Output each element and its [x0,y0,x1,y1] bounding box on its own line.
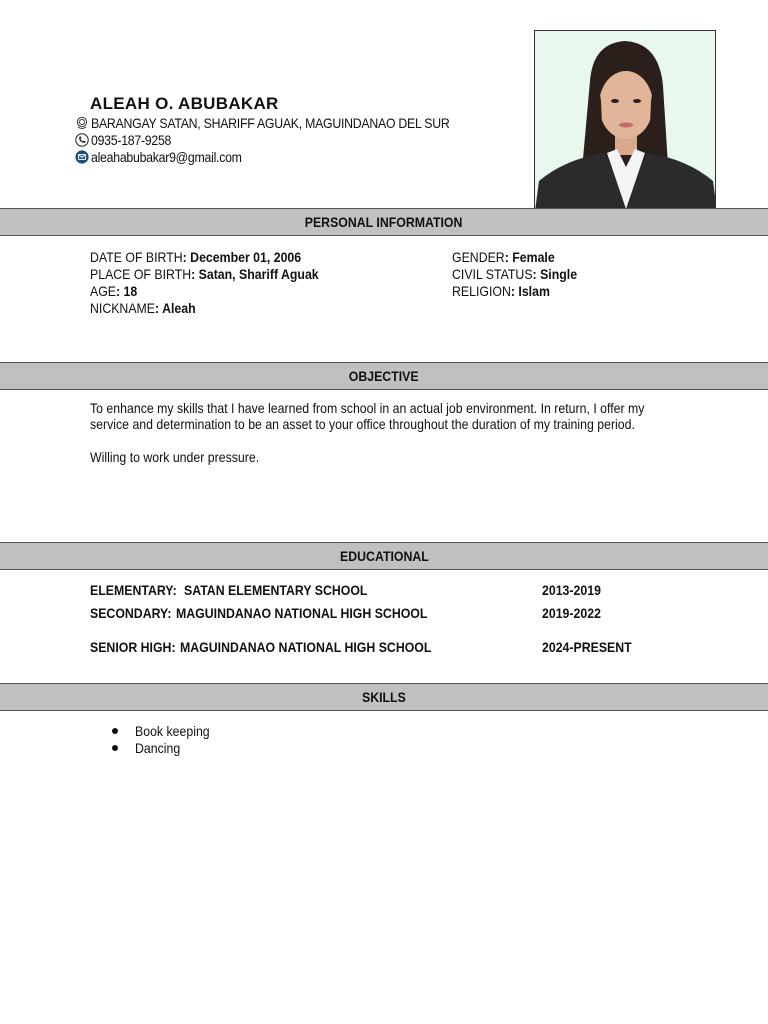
pob-label: PLACE OF BIRTH [90,266,192,282]
objective-line-2: service and determination to be an asset to your office throughout the duration of my training period. [90,416,635,432]
education-elementary-school: SATAN ELEMENTARY SCHOOL [184,582,368,598]
nickname-label: NICKNAME [90,300,156,316]
applicant-photo [534,30,716,210]
civil-status-row [452,266,594,282]
education-elementary-level: ELEMENTARY: [90,582,177,598]
phone-line [74,132,182,148]
religion-row [452,283,563,299]
email-line [74,149,262,165]
phone-text: 0935-187-9258 [91,132,172,148]
age-label: AGE [90,283,117,299]
list-item [112,740,186,756]
objective-line-1: To enhance my skills that I have learned from school in an actual job environment. In return, I offer my [90,400,645,416]
education-senior-high-school: MAGUINDANAO NATIONAL HIGH SCHOOL [180,639,432,655]
gender-row [452,249,569,265]
applicant-name: ALEAH O. ABUBAKAR [90,94,279,113]
section-title: EDUCATIONAL [339,548,429,564]
age-value: : 18 [116,283,138,299]
phone-icon [74,133,89,148]
dob-row [90,249,330,265]
bullet-icon [112,745,118,751]
section-objective [0,362,768,390]
gender-value: : Female [504,249,555,265]
nickname-row [90,300,210,316]
gender-label: GENDER [452,249,505,265]
religion-value: : Islam [510,283,550,299]
education-secondary-school: MAGUINDANAO NATIONAL HIGH SCHOOL [176,605,428,621]
section-educational [0,542,768,570]
education-secondary-years: 2019-2022 [542,605,601,621]
pob-row [90,266,350,282]
age-row [90,283,144,299]
section-personal-information [0,208,768,236]
bullet-icon [112,728,118,734]
email-icon [74,150,89,165]
civil-status-value: : Single [532,266,578,282]
education-secondary-level: SECONDARY: [90,605,172,621]
section-title: OBJECTIVE [349,368,419,384]
civil-status-label: CIVIL STATUS [452,266,533,282]
dob-value: : December 01, 2006 [182,249,302,265]
list-item [112,723,220,739]
objective-line-3: Willing to work under pressure. [90,449,260,465]
nickname-value: : Aleah [155,300,196,316]
section-title: SKILLS [362,689,406,705]
address-text: BARANGAY SATAN, SHARIFF AGUAK, MAGUINDANAO DEL SUR [91,115,450,131]
address-line [74,115,498,131]
pob-value: : Satan, Shariff Aguak [191,266,319,282]
skill-text: Dancing [135,740,181,756]
dob-label: DATE OF BIRTH [90,249,183,265]
section-skills [0,683,768,711]
section-title: PERSONAL INFORMATION [305,214,463,230]
email-text: aleahabubakar9@gmail.com [91,149,242,165]
location-icon [74,116,89,131]
religion-label: RELIGION [452,283,511,299]
education-senior-high-years: 2024-PRESENT [542,639,632,655]
education-elementary-years: 2013-2019 [542,582,601,598]
skill-text: Book keeping [135,723,210,739]
education-senior-high-level: SENIOR HIGH: [90,639,176,655]
